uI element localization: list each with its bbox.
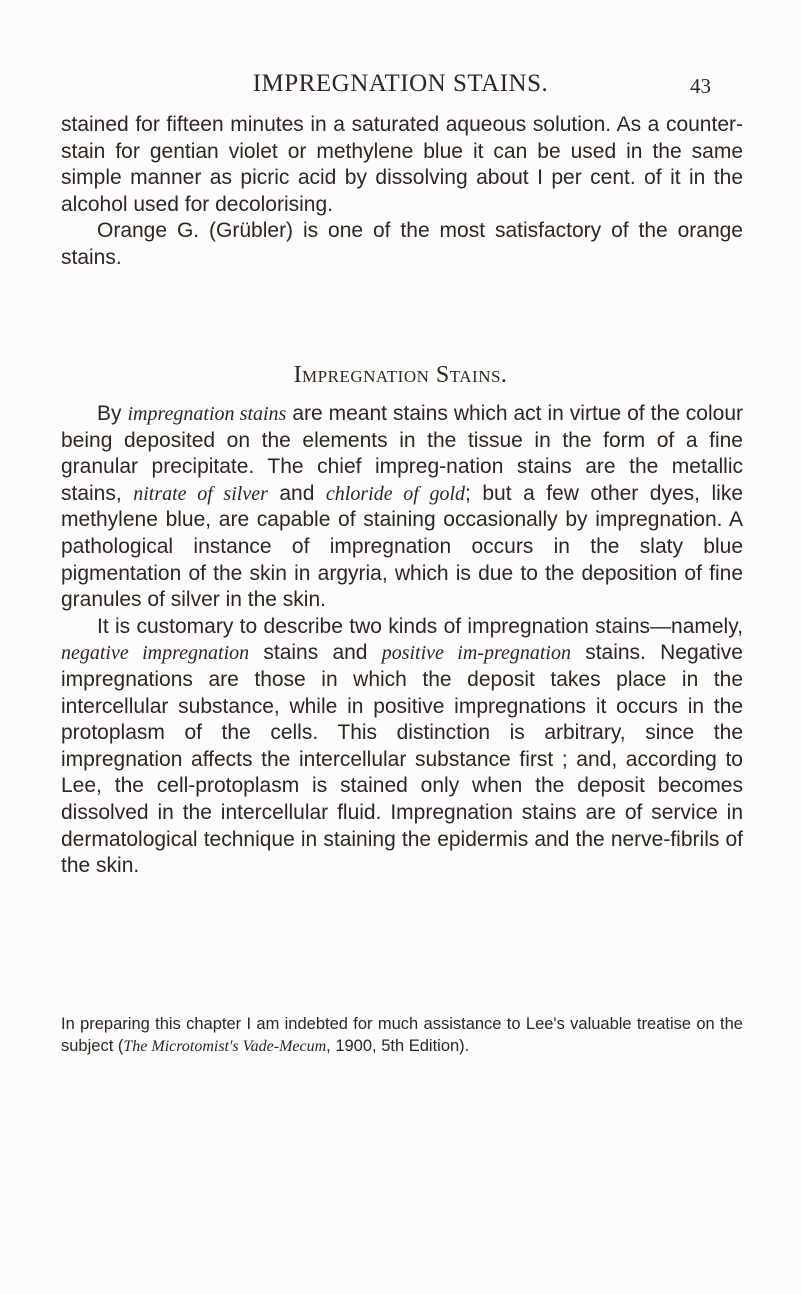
- italic-title: The Microtomist's Vade-Mecum: [123, 1037, 327, 1055]
- paragraph-picric-counterstain: stained for fifteen minutes in a saturated aqueous solution. As a counter-stain for gentian violet or methylene blue it can be used in the same simple manner as picric acid by dissolving about I per cent. of it in the alcohol used for decolorising.: [61, 113, 743, 216]
- paragraph-orange-g: Orange G. (Grübler) is one of the most satisfactory of the orange stains.: [61, 219, 743, 269]
- running-head: IMPREGNATION STAINS.: [252, 70, 549, 97]
- text-run: and: [267, 481, 326, 505]
- italic-term: nitrate of silver: [133, 482, 268, 505]
- paragraph-definition: [61, 401, 743, 614]
- body-text-top: [61, 112, 743, 272]
- body-text-main: [61, 401, 743, 880]
- italic-term: positive im-pregnation: [381, 642, 571, 665]
- text-run: , 1900, 5th Edition).: [326, 1036, 470, 1055]
- text-run: In preparing this chapter I am indebted for much assistance to Lee's valuable treatise on the subject (: [61, 1015, 743, 1055]
- text-run: stains and: [249, 641, 382, 665]
- text-run: ; but a few other dyes, like methylene blue, are capable of staining occasionally by impregnation. A pathological instance of impregnation occurs in the slaty blue pigmentation of the skin in argyria, which is due to the deposition of fine granules of silver in the skin.: [61, 481, 744, 612]
- text-run: It is customary to describe two kinds of impregnation stains—namely,: [97, 614, 743, 638]
- text-run: By: [97, 402, 128, 425]
- italic-term: impregnation stains: [127, 403, 287, 425]
- page-number: 43: [690, 74, 711, 98]
- italic-term: chloride of gold: [325, 482, 466, 505]
- text-run: are meant stains which act in virtue of the colour being deposited on the elements in the tissue in the form of a fine granular precipitate. The chief impreg-nation stains are the metallic stains,: [61, 402, 743, 505]
- section-heading: Impregnation Stains.: [293, 362, 508, 388]
- text-run: stains. Negative impregnations are those in which the deposit takes place in the intercellular substance, while in positive impregnations it occurs in the protoplasm of the cells. This distinction is arbitrary, since the impregnation affects the intercellular substance first ; and, according to Lee, the cell-protoplasm is stained only when the deposit becomes dissolved in the intercellular fluid. Impregnation stains are of service in dermatological technique in staining the epidermis and the nerve-fibrils of the skin.: [61, 641, 743, 878]
- paragraph-kinds: [61, 614, 743, 880]
- italic-term: negative impregnation: [61, 642, 250, 665]
- footnote: [61, 1014, 743, 1057]
